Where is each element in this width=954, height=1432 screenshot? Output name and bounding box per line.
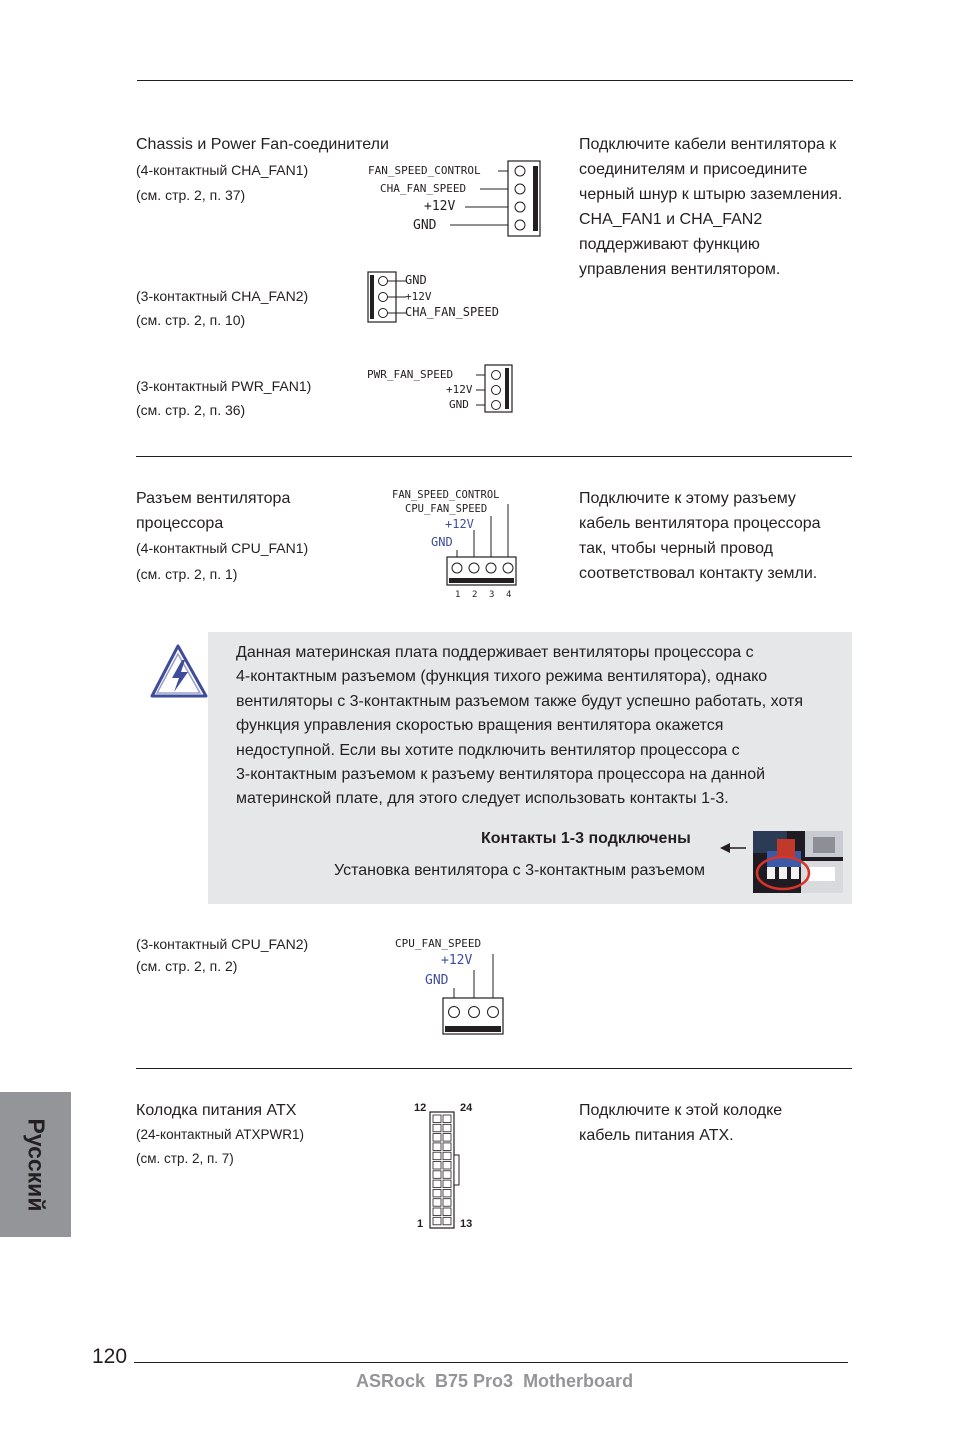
cpu-fan1-pin-number: 3 bbox=[489, 590, 495, 600]
section-divider bbox=[136, 456, 852, 457]
pwr-fan1-pin-label: PWR_FAN_SPEED bbox=[367, 368, 454, 381]
pwr-fan1-line1: (3-контактный PWR_FAN1) bbox=[136, 378, 312, 394]
page-number: 120 bbox=[92, 1345, 128, 1368]
cpu-fan2-connector-diagram bbox=[440, 950, 506, 1040]
cpu-fan-title-line2: процессора bbox=[136, 515, 224, 532]
atx-power-description: Подключите к этой колодке кабель питания ATX. bbox=[579, 1102, 783, 1144]
pins-connected-label: Контакты 1-3 подключены bbox=[481, 830, 691, 847]
cpu-fan1-pin-label: FAN_SPEED_CONTROL bbox=[392, 489, 500, 501]
atx-pin-label-top-left: 12 bbox=[414, 1102, 427, 1114]
cpu-fan1-pin-number: 4 bbox=[506, 590, 512, 600]
footer-rule bbox=[134, 1362, 848, 1363]
cha-fan2-connector-diagram bbox=[366, 270, 408, 324]
cha-fan2-line1: (3-контактный CHA_FAN2) bbox=[136, 288, 309, 304]
atx-pin-label-bottom-right: 13 bbox=[460, 1218, 473, 1230]
cpu-fan2-pin-label: GND bbox=[425, 973, 449, 988]
atx-power-connector-diagram bbox=[428, 1110, 464, 1232]
cha-fan1-line2: (см. стр. 2, п. 37) bbox=[136, 187, 246, 203]
top-rule bbox=[137, 80, 853, 81]
cpu-fan1-pin-label: CPU_FAN_SPEED bbox=[405, 503, 488, 515]
atx-pin-label-top-right: 24 bbox=[460, 1102, 473, 1114]
cha-fan2-line2: (см. стр. 2, п. 10) bbox=[136, 312, 246, 328]
note-text: Данная материнская плата поддерживает вентиляторы процессора с 4-контактным разъемом (функция тихого режима вентилятора), однако вентиляторы с 3-контактным разъемом также будут успешно работать, хотя функция управления скоростью вращения вентилятора окажется недоступной. Если вы хотите подключить вентилятор процессора с 3-контактным разъемом к разъему вентилятора процессора на данной материнской плате, для этого следует использовать контакты 1-3. bbox=[236, 644, 803, 808]
language-label: Русский bbox=[23, 1118, 49, 1211]
cha-fan2-pin-label: GND bbox=[405, 273, 427, 287]
cha-fan1-pin-label: +12V bbox=[424, 199, 456, 214]
cpu-fan-description: Подключите к этому разъему кабель вентилятора процессора так, чтобы черный провод соответствовал контакту земли. bbox=[579, 490, 821, 582]
cpu-fan1-connector-diagram bbox=[444, 500, 520, 590]
cha-fan1-pin-label: GND bbox=[413, 218, 437, 233]
cpu-fan1-pin-label: GND bbox=[431, 535, 453, 549]
cpu-fan-title-line1: Разъем вентилятора bbox=[136, 490, 291, 507]
cpu-fan1-pin-label: +12V bbox=[445, 517, 474, 531]
cpu-fan2-pin-label: +12V bbox=[441, 953, 473, 968]
fan-installation-photo bbox=[753, 831, 843, 893]
cha-fan2-pin-label: CHA_FAN_SPEED bbox=[405, 305, 499, 319]
chassis-fan-description: Подключите кабели вентилятора к соединителям и присоедините черный шнур к штырю заземления. CHA_FAN1 и CHA_FAN2 поддерживают функцию управления вентилятором. bbox=[579, 136, 843, 278]
atx-power-line2: (см. стр. 2, п. 7) bbox=[136, 1151, 234, 1166]
language-side-tab bbox=[0, 1092, 71, 1237]
cha-fan1-pin-label: CHA_FAN_SPEED bbox=[380, 182, 467, 195]
cha-fan1-connector-diagram bbox=[440, 158, 544, 240]
atx-power-title: Колодка питания ATX bbox=[136, 1102, 297, 1119]
pwr-fan1-pin-label: +12V bbox=[446, 383, 473, 396]
cpu-fan2-line1: (3-контактный CPU_FAN2) bbox=[136, 936, 309, 952]
arrow-left-icon bbox=[718, 841, 748, 855]
cpu-fan1-line2: (см. стр. 2, п. 1) bbox=[136, 566, 238, 582]
footer-product-name: ASRock B75 Pro3 Motherboard bbox=[356, 1371, 634, 1391]
cha-fan2-pin-label: +12V bbox=[405, 290, 432, 303]
install-3pin-fan-label: Установка вентилятора с 3-контактным разъемом bbox=[334, 862, 705, 879]
atx-power-line1: (24-контактный ATXPWR1) bbox=[136, 1127, 305, 1142]
cpu-fan1-line1: (4-контактный CPU_FAN1) bbox=[136, 540, 309, 556]
chassis-fan-title: Chassis и Power Fan-соединители bbox=[136, 136, 389, 153]
cpu-fan2-pin-label: CPU_FAN_SPEED bbox=[395, 937, 482, 950]
cpu-fan2-line2: (см. стр. 2, п. 2) bbox=[136, 958, 238, 974]
cha-fan1-pin-label: FAN_SPEED_CONTROL bbox=[368, 164, 481, 177]
cpu-fan1-pin-number: 2 bbox=[472, 590, 478, 600]
pwr-fan1-pin-label: GND bbox=[449, 398, 469, 411]
cpu-fan1-pin-number: 1 bbox=[455, 590, 461, 600]
pwr-fan1-line2: (см. стр. 2, п. 36) bbox=[136, 402, 246, 418]
pwr-fan1-connector-diagram bbox=[476, 362, 518, 416]
warning-icon bbox=[148, 640, 210, 700]
cha-fan1-line1: (4-контактный CHA_FAN1) bbox=[136, 162, 309, 178]
section-divider bbox=[136, 1068, 852, 1069]
atx-pin-label-bottom-left: 1 bbox=[417, 1218, 424, 1230]
